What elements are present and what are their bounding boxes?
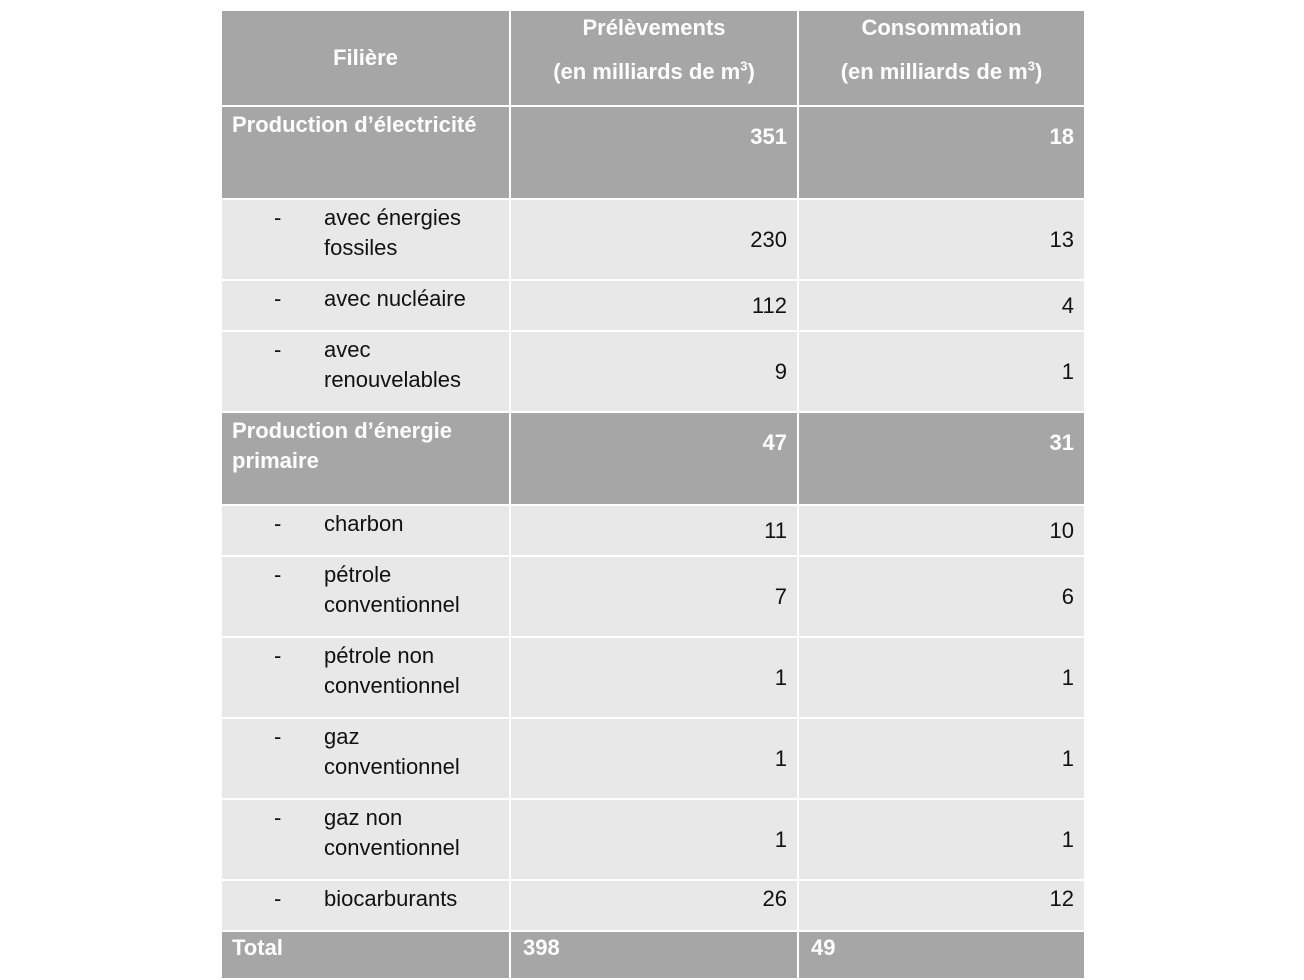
row-label: pétrole conventionnel [324,562,460,617]
row-prelevements: 26 [510,880,798,931]
row-label-cell [221,880,510,931]
table-row [221,505,1085,556]
table-row [221,880,1085,931]
row-label-cell [221,199,510,280]
header-consommation-title: Consommation [861,15,1022,40]
table-row-category [221,106,1085,199]
header-prelevements-title: Prélèvements [582,15,726,40]
total-prelevements: 398 [510,931,798,979]
table-row [221,331,1085,412]
table-row-total [221,931,1085,979]
row-prelevements: 112 [510,280,798,331]
row-prelevements: 1 [510,799,798,880]
total-label: Total [221,931,510,979]
bullet-dash: - [274,205,282,230]
row-label: pétrole non conventionnel [324,643,460,698]
row-consommation: 6 [798,556,1085,637]
bullet-dash: - [274,886,282,911]
row-label: charbon [324,511,404,536]
row-label: gaz non conventionnel [324,805,460,860]
row-consommation: 31 [798,412,1085,505]
row-consommation: 1 [798,718,1085,799]
row-consommation: 1 [798,637,1085,718]
table-row [221,799,1085,880]
water-energy-table [220,9,1086,980]
bullet-dash: - [274,562,282,587]
row-label: Production d’énergie primaire [221,412,510,505]
table-row [221,718,1085,799]
header-consommation [798,10,1085,106]
row-label: biocarburants [324,886,458,911]
row-prelevements: 11 [510,505,798,556]
bullet-dash: - [274,724,282,749]
header-prelevements-unit: (en milliards de $m^3$) [553,58,755,84]
row-label-cell [221,718,510,799]
bullet-dash: - [274,337,282,362]
row-label-cell [221,637,510,718]
row-label: Production d’électricité [221,106,510,199]
row-prelevements: 47 [510,412,798,505]
total-consommation: 49 [798,931,1085,979]
row-consommation: 18 [798,106,1085,199]
row-consommation: 10 [798,505,1085,556]
row-consommation: 13 [798,199,1085,280]
header-prelevements [510,10,798,106]
bullet-dash: - [274,805,282,830]
row-label-cell [221,556,510,637]
row-prelevements: 230 [510,199,798,280]
bullet-dash: - [274,511,282,536]
table-row [221,556,1085,637]
row-label-cell [221,799,510,880]
row-label: gaz conventionnel [324,724,460,779]
header-consommation-unit: (en milliards de $m^3$) [840,58,1043,84]
row-prelevements: 9 [510,331,798,412]
row-consommation: 4 [798,280,1085,331]
row-label-cell [221,280,510,331]
row-label: avec nucléaire [324,286,466,311]
bullet-dash: - [274,643,282,668]
row-prelevements: 7 [510,556,798,637]
row-label: avec renouvelables [324,337,461,392]
bullet-dash: - [274,286,282,311]
row-prelevements: 1 [510,718,798,799]
table-row [221,637,1085,718]
table-row-category [221,412,1085,505]
row-label: avec énergies fossiles [324,205,461,260]
table-header-row [221,10,1085,106]
row-consommation: 1 [798,799,1085,880]
row-consommation: 12 [798,880,1085,931]
row-label-cell [221,505,510,556]
row-label-cell [221,331,510,412]
table-row [221,199,1085,280]
header-filiere: Filière [221,10,510,106]
row-prelevements: 1 [510,637,798,718]
table-row [221,280,1085,331]
row-consommation: 1 [798,331,1085,412]
row-prelevements: 351 [510,106,798,199]
